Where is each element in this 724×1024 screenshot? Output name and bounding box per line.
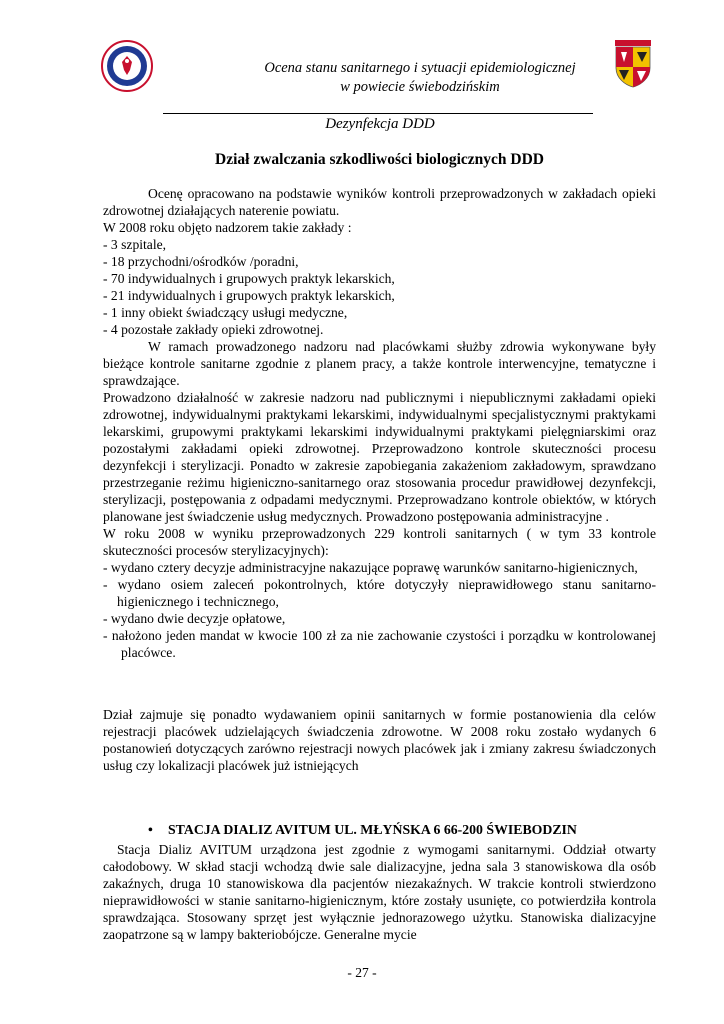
sanitary-inspection-seal-icon — [101, 40, 153, 92]
header-line-1: Ocena stanu sanitarnego i sytuacji epidemiologicznej — [264, 60, 576, 76]
paragraph: W roku 2008 w wyniku przeprowadzonych 229 kontroli sanitarnych ( w tym 33 kontrole skuteczności procesów sterylizacyjnych): — [103, 526, 656, 558]
paragraph: Stacja Dializ AVITUM urządzona jest zgodnie z wymogami sanitarnymi. Oddział otwarty całodobowy. W skład stacji wchodzą dwie sale dializacyjne, jedna sala 3 stanowiskowa dla osób zakaźnych, druga 10 stanowiskowa dla pacjentów niezakaźnych. W trakcie kontroli stwierdzono nieprawidłowości w stanie sanitarno-higienicznym, które zostały usunięte, co potwierdziła kontrola sprawdzająca. Stosowany sprzęt jest wyłącznie jednorazowego użytku. Stanowiska dializacyjne zaopatrzone są w lampy bakteriobójcze. Generalne mycie — [103, 842, 656, 942]
body-block-3 — [103, 841, 656, 943]
paragraph: Prowadzono działalność w zakresie nadzoru nad publicznymi i niepublicznymi zakładami opieki zdrowotnej, indywidualnymi praktykami lekarskimi, indywidualnymi specjalistycznymi praktykami lekarskimi, grupowymi praktykami lekarskimi indywidualnymi praktykami pielęgniarskimi oraz pozostałymi zakładami opieki zdrowotnej. Przeprowadzono kontrole skuteczności procesu dezynfekcji i sterylizacji. Ponadto w zakresie zapobiegania zakażeniom zakładowym, sprawdzano przestrzeganie reżimu higieniczno-sanitarnego oraz stosowania procedur prawidłowej dezynfekcji, sterylizacji, postępowania z odpadami medycznymi. Przeprowadzano kontrole obiektów, w których planowane jest świadczenie usług medycznych. Prowadzono postępowania administracyjne . — [103, 390, 656, 524]
body-block-2 — [103, 706, 656, 774]
list-item: - wydano osiem zaleceń pokontrolnych, które dotyczyły nieprawidłowego stanu sanitarno-higienicznego i technicznego, — [103, 577, 656, 609]
list-item: - wydano dwie decyzje opłatowe, — [103, 611, 286, 626]
body-block-1 — [103, 185, 656, 661]
heading-text: STACJA DIALIZ AVITUM UL. MŁYŃSKA 6 66-200 ŚWIEBODZIN — [168, 822, 577, 837]
list-item: - wydano cztery decyzje administracyjne nakazujące poprawę warunków sanitarno-higienicznych, — [103, 560, 638, 575]
page-title: Dział zwalczania szkodliwości biologicznych DDD — [215, 151, 544, 168]
header-divider — [163, 113, 593, 114]
list-item: - 21 indywidualnych i grupowych praktyk lekarskich, — [103, 288, 395, 303]
section-heading — [148, 822, 577, 838]
paragraph: W 2008 roku objęto nadzorem takie zakłady : — [103, 220, 352, 235]
list-item: - 18 przychodni/ośrodków /poradni, — [103, 254, 299, 269]
list-item: - 70 indywidualnych i grupowych praktyk lekarskich, — [103, 271, 395, 286]
list-item: - 3 szpitale, — [103, 237, 167, 252]
page-number: - 27 - — [347, 965, 377, 980]
list-item: - 4 pozostałe zakłady opieki zdrowotnej. — [103, 322, 324, 337]
list-item: - nałożono jeden mandat w kwocie 100 zł za nie zachowanie czystości i porządku w kontrolowanej placówce. — [103, 628, 656, 660]
paragraph: Dział zajmuje się ponadto wydawaniem opinii sanitarnych w formie postanowienia dla celów rejestracji placówek udzielających świadczenia zdrowotne. W 2008 roku zostało wydanych 6 postanowień dotyczących zarówno rejestracji nowych placówek jak i zmiany zakresu świadczonych usług czy lokalizacji placówek już istniejących — [103, 707, 656, 773]
header-line-2: w powiecie świebodzińskim — [340, 79, 500, 95]
section-label: Dezynfekcja DDD — [325, 116, 435, 132]
list-item: - 1 inny obiekt świadczący usługi medyczne, — [103, 305, 348, 320]
paragraph: Ocenę opracowano na podstawie wyników kontroli przeprowadzonych w zakładach opieki zdrowotnej działających naterenie powiatu. — [103, 186, 656, 218]
bullet-icon: • — [148, 822, 153, 837]
paragraph: W ramach prowadzonego nadzoru nad placówkami służby zdrowia wykonywane były bieżące kontrole sanitarne zgodnie z planem pracy, a także kontrole interwencyjne, tematyczne i sprawdzające. — [103, 339, 656, 388]
